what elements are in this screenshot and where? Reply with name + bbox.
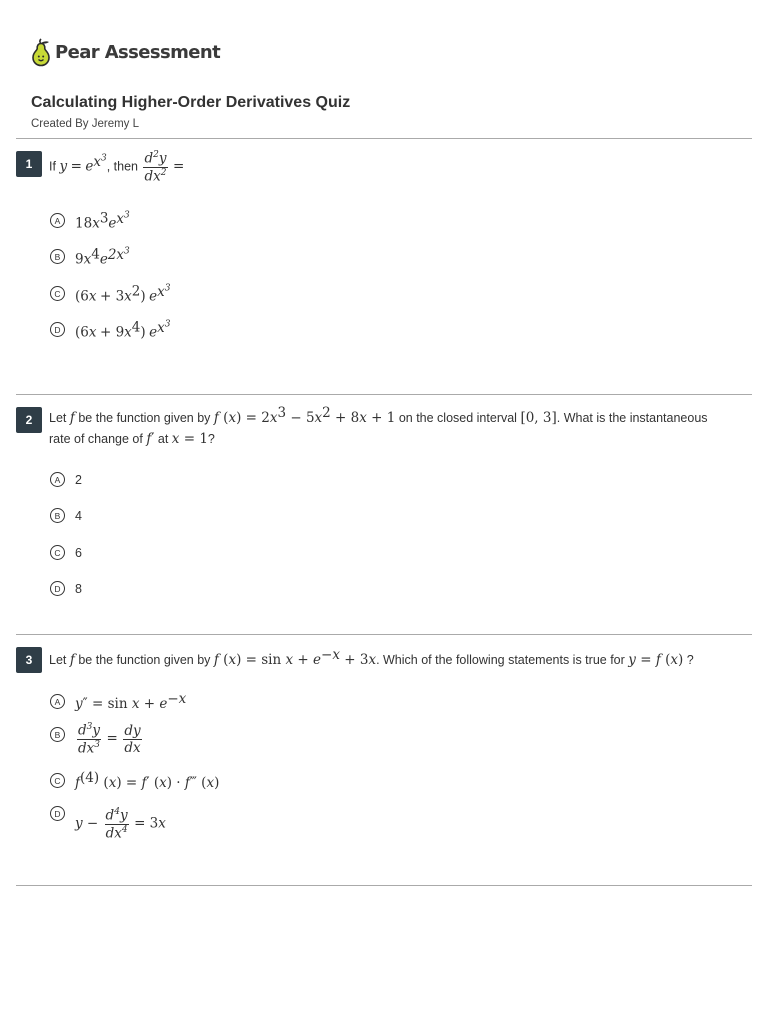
answer-option[interactable] — [50, 246, 130, 268]
answer-option[interactable] — [50, 691, 186, 712]
answer-option[interactable] — [50, 210, 130, 232]
divider — [16, 634, 752, 635]
option-bubble[interactable]: B — [50, 727, 65, 742]
prompt-text: . What is the instantaneous — [556, 411, 708, 426]
question-1-prompt: If $y = e^{x^3}$, then $\frac{d^2y}{dx^2}$ = — [49, 150, 185, 185]
question-number-1: 1 — [16, 151, 42, 177]
option-bubble[interactable]: A — [50, 213, 65, 228]
divider — [16, 138, 752, 139]
option-text: $(6x + 3x^2)$ $e^{x^3}$ — [75, 283, 171, 305]
answer-option[interactable] — [50, 770, 219, 791]
prompt-text: be the function given by — [78, 653, 211, 668]
question-2-prompt: Let f be the function given by f $(x) = 2x^3 - 5x^2 + 8x + 1$ on the closed interval [0, 3]. What is the instantaneous rate of change of f′ at x = 1? — [49, 405, 708, 448]
option-bubble[interactable]: D — [50, 322, 65, 337]
quiz-author: Created By Jeremy L — [31, 118, 140, 130]
question-number-3: 3 — [16, 647, 42, 673]
prompt-text: Let — [49, 411, 67, 426]
answer-option[interactable] — [50, 802, 166, 840]
prompt-text: . Which of the following statements is true for — [376, 653, 625, 668]
pear-icon — [30, 37, 52, 67]
prompt-text: be the function given by — [78, 411, 211, 426]
divider — [16, 394, 752, 395]
answer-option[interactable] — [50, 319, 171, 341]
option-text: $9x^4e^{2x^3}$ — [75, 246, 130, 268]
prompt-text: , then — [106, 159, 138, 174]
option-text: $(6x + 9x^4)$ $e^{x^3}$ — [75, 319, 171, 341]
answer-option[interactable] — [50, 508, 82, 523]
option-bubble[interactable]: C — [50, 773, 65, 788]
option-bubble[interactable]: C — [50, 286, 65, 301]
option-text: $f^{(4)}$ (x) = f′ (x) · f‴ (x) — [75, 770, 220, 792]
option-text: $y'' = \sin x + e^{-x}$ — [75, 691, 187, 713]
option-bubble[interactable]: D — [50, 581, 65, 596]
option-bubble[interactable]: A — [50, 472, 65, 487]
quiz-title: Calculating Higher-Order Derivatives Quiz — [31, 94, 351, 111]
prompt-text: ? — [207, 432, 215, 447]
option-text: y − $\frac{d^4y}{dx^4}$ = 3x — [75, 807, 166, 842]
question-3-prompt: Let f be the function given by f $(x) = \sin x + e^{-x} + 3x$. Which of the following statements is true for y = f (x) ? — [49, 647, 694, 669]
prompt-text: Let — [49, 653, 67, 668]
option-text: 2 — [75, 472, 82, 487]
answer-option[interactable] — [50, 283, 171, 305]
prompt-text: If — [49, 159, 56, 174]
option-bubble[interactable]: C — [50, 545, 65, 560]
prompt-text: on the closed interval — [398, 411, 517, 426]
option-text: 6 — [75, 545, 82, 560]
answer-option[interactable] — [50, 581, 82, 596]
option-bubble[interactable]: D — [50, 806, 65, 821]
brand-name: Pear Assessment — [55, 41, 221, 63]
option-text: 4 — [75, 508, 82, 523]
option-bubble[interactable]: A — [50, 694, 65, 709]
question-number-2: 2 — [16, 407, 42, 433]
math-expression: y — [59, 158, 68, 175]
option-bubble[interactable]: B — [50, 249, 65, 264]
prompt-text: rate of change of — [49, 432, 143, 447]
option-text: $18x^3e^{x^3}$ — [75, 210, 130, 232]
pear-logo — [30, 37, 220, 67]
prompt-text: at — [157, 432, 169, 447]
option-bubble[interactable]: B — [50, 508, 65, 523]
math-fraction: $\frac{d^2y}{dx^2}$ — [144, 150, 167, 185]
option-text: 8 — [75, 581, 82, 596]
divider — [16, 885, 752, 886]
answer-option[interactable] — [50, 545, 82, 560]
answer-option[interactable] — [50, 472, 82, 487]
option-text: $\frac{d^3y}{dx^3}$ = $\frac{dy}{dx}$ — [78, 722, 141, 757]
answer-option[interactable] — [50, 723, 144, 755]
prompt-text: ? — [686, 653, 694, 668]
